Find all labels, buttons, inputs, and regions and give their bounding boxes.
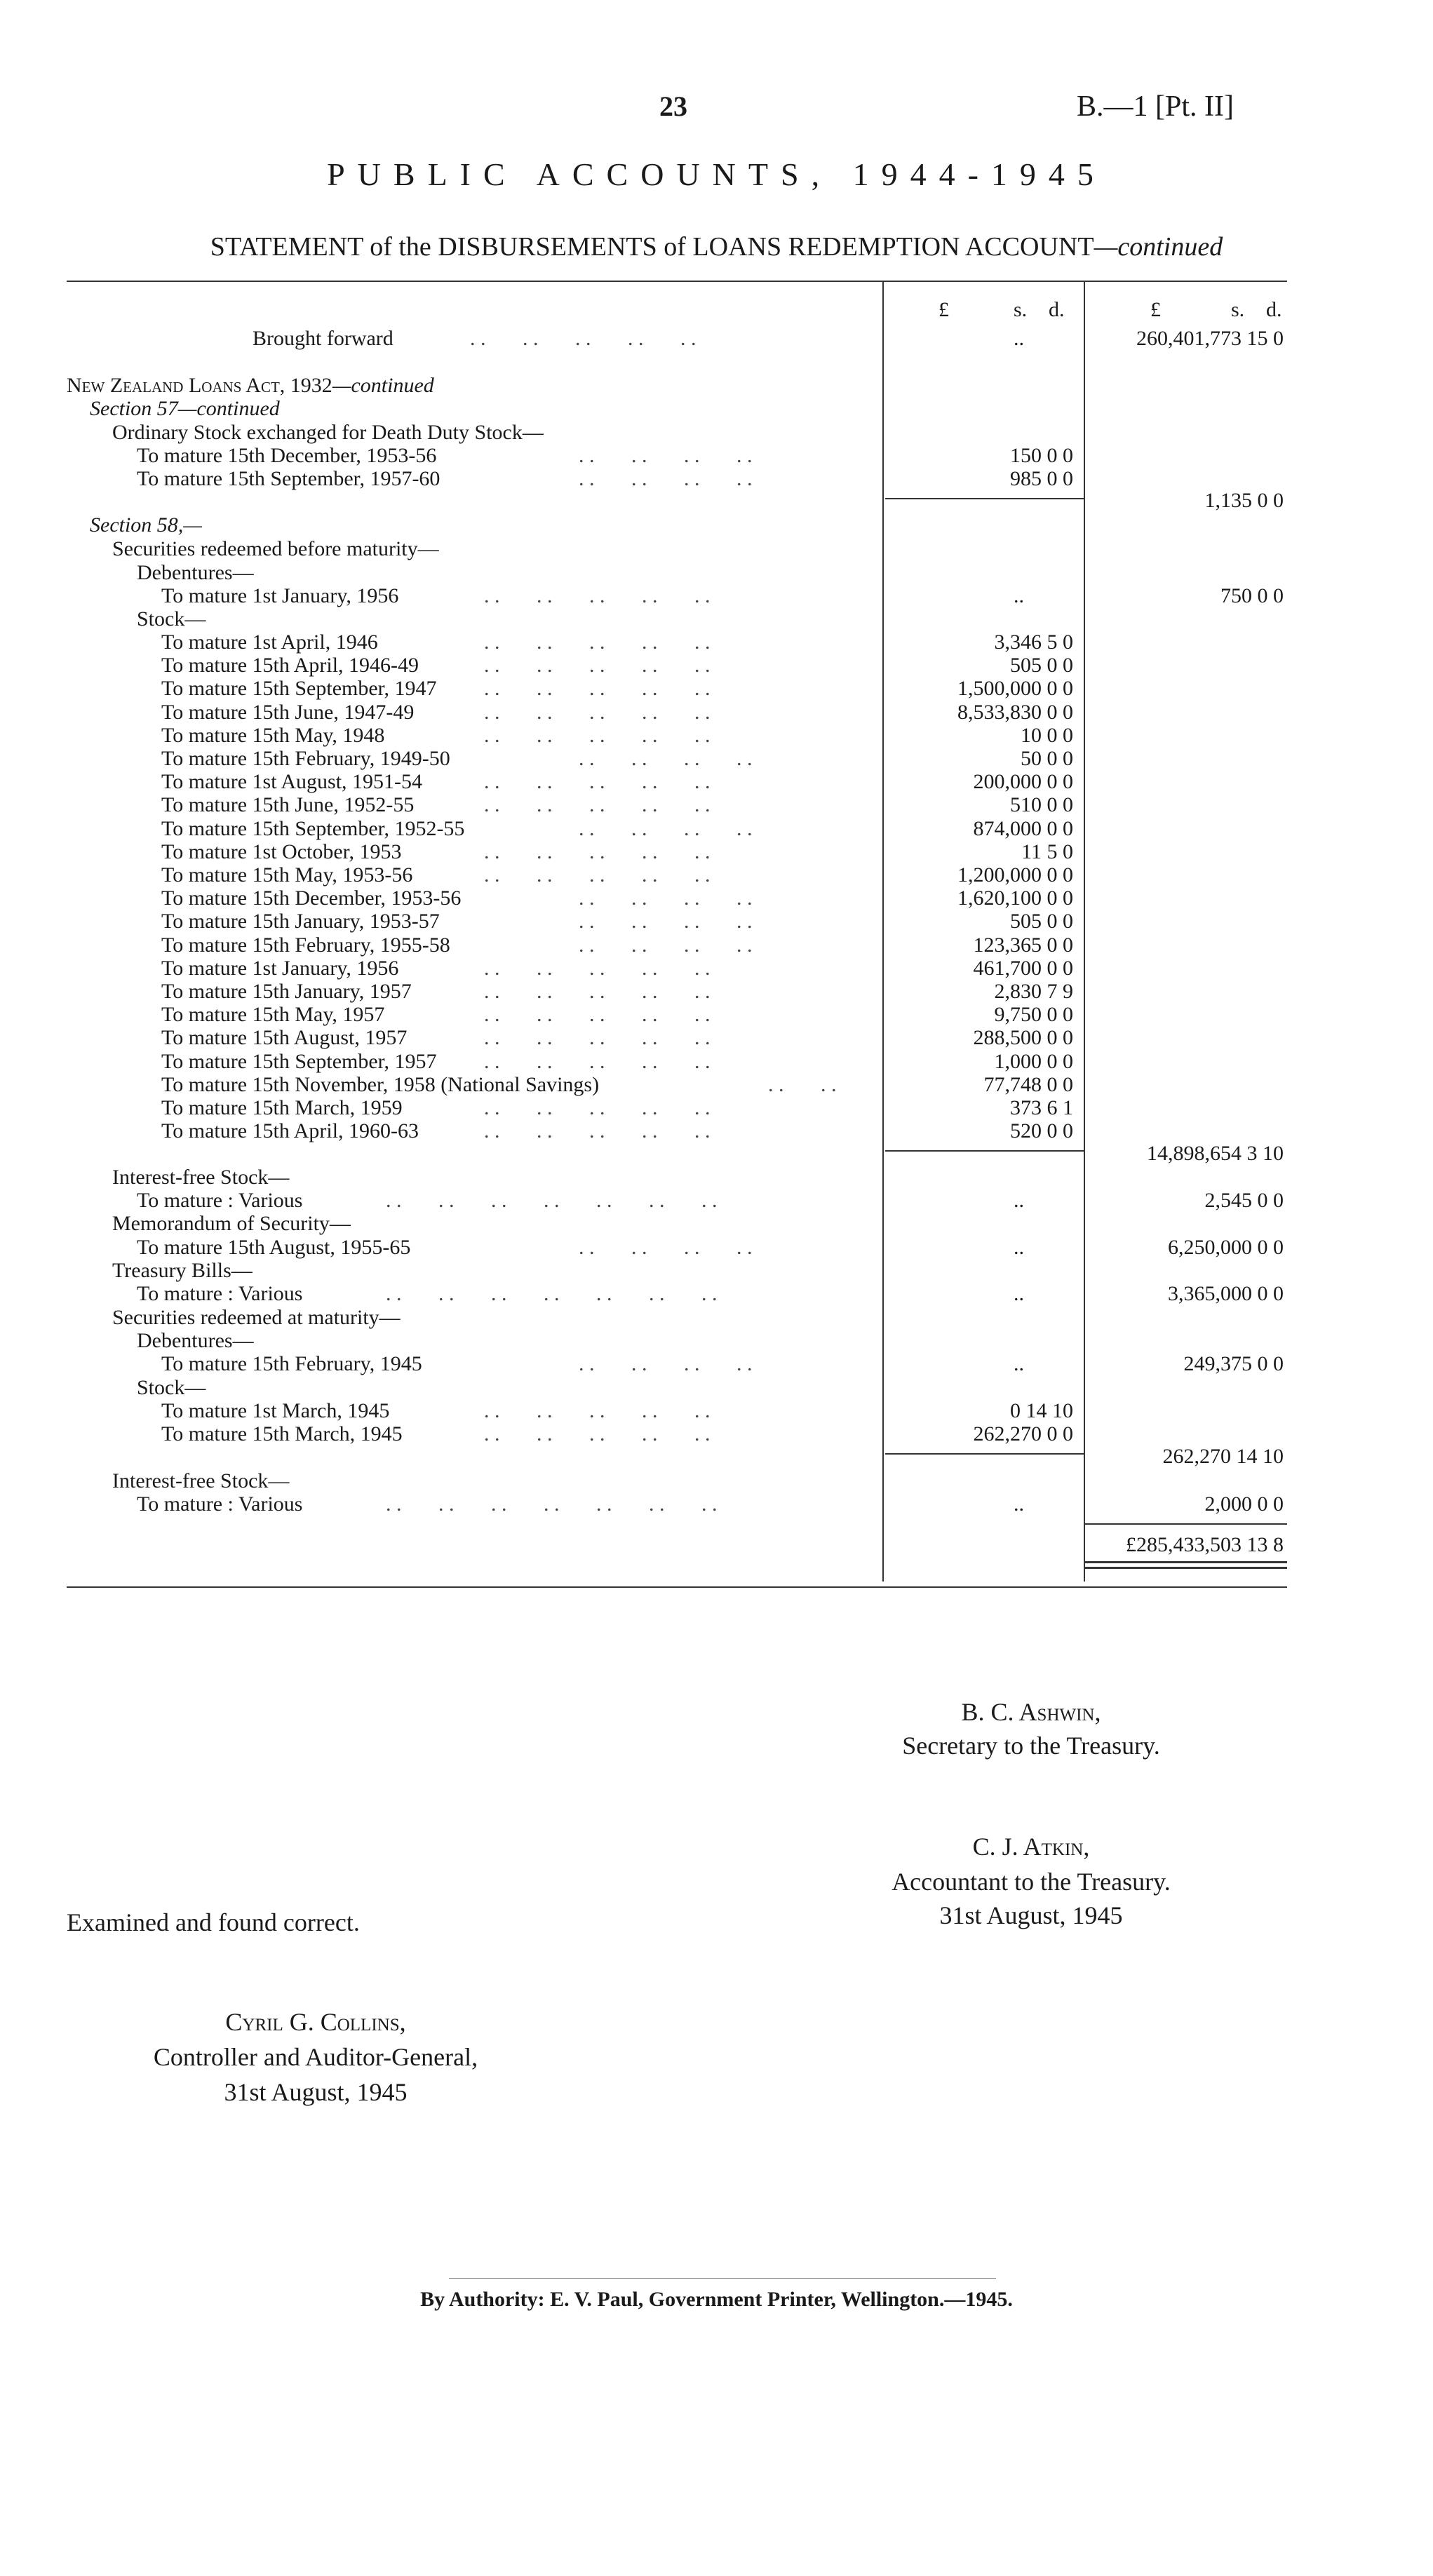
stock-row-left: 505 0 0: [1010, 910, 1073, 933]
interest-free-row-label: To mature : Various: [137, 1492, 303, 1516]
stock-b-total: 262,270 14 10: [1162, 1445, 1284, 1468]
leader-dots: . . . . . . . . . .: [484, 630, 711, 654]
stock-row-label: To mature 15th February, 1949-50: [161, 747, 450, 770]
debenture-row-label: To mature 15th February, 1945: [161, 1352, 422, 1375]
stock-row-left: 9,750 0 0: [994, 1003, 1073, 1026]
stock-row-left: 77,748 0 0: [983, 1073, 1073, 1096]
grand-total-rule-bottom: [1084, 1561, 1287, 1563]
page-reference: B.—1 [Pt. II]: [1077, 90, 1234, 123]
debenture-row-right: 249,375 0 0: [1183, 1352, 1284, 1375]
subtotal-rule: [885, 498, 1084, 499]
collins-date: 31st August, 1945: [224, 2078, 408, 2106]
leader-dots: . . . . . . . .: [579, 747, 789, 770]
grand-total: £285,433,503 13 8: [1126, 1533, 1284, 1556]
brought-forward-left: ..: [1014, 327, 1024, 350]
treasury-bills-row-right: 3,365,000 0 0: [1168, 1282, 1284, 1305]
collins-name-text: Cyril G. Collins,: [225, 2008, 406, 2036]
stock-row-left: 8,533,830 0 0: [957, 701, 1073, 724]
footer-rule: [449, 2278, 996, 2279]
act-heading: [67, 374, 434, 398]
right-col-pence-head: d.: [1266, 298, 1282, 321]
memorandum-row-left: ..: [1014, 1236, 1024, 1259]
left-col-shilling-head: s.: [1014, 298, 1028, 321]
examined-note: Examined and found correct.: [67, 1908, 360, 1936]
leader-dots: . . . . . . . . . . . . . .: [386, 1189, 718, 1212]
leader-dots: . . . . . . . . . . . . . .: [386, 1282, 718, 1305]
interest-free-row-label: To mature : Various: [137, 1189, 303, 1212]
ashwin-title: Secretary to the Treasury.: [902, 1732, 1160, 1760]
printer-footer: By Authority: E. V. Paul, Government Printer, Wellington.—1945.: [420, 2288, 1013, 2311]
grand-total-rule-top: [1084, 1523, 1287, 1525]
section-58-heading: Section 58,—: [90, 513, 202, 537]
treasury-bills-row-left: ..: [1014, 1282, 1024, 1305]
stock-row-left: 505 0 0: [1010, 654, 1073, 677]
interest-free-row-left: ..: [1014, 1492, 1024, 1516]
debenture-row-left: ..: [1014, 584, 1024, 607]
memorandum-row-label: To mature 15th August, 1955-65: [137, 1236, 411, 1259]
securities-before-heading: Securities redeemed before maturity—: [112, 537, 439, 560]
brought-forward-label: Brought forward: [253, 327, 393, 350]
stock-row-label: To mature 15th April, 1946-49: [161, 654, 419, 677]
document-title: PUBLIC ACCOUNTS, 1944-1945: [327, 156, 1106, 192]
page-number: 23: [659, 90, 687, 122]
section-57-heading: Section 57—continued: [90, 397, 280, 420]
stock-row-left: 50 0 0: [1021, 747, 1073, 770]
leader-dots: . . . . . . . . . .: [484, 793, 711, 816]
stock-row-label: To mature 15th January, 1957: [161, 980, 412, 1003]
stock-row-left: 373 6 1: [1010, 1096, 1073, 1119]
leader-dots: . . . . . . . . . .: [484, 584, 711, 607]
stock-row-left: 1,200,000 0 0: [957, 863, 1073, 886]
debenture-row-left: ..: [1014, 1352, 1024, 1375]
stock-row-left: 520 0 0: [1010, 1119, 1073, 1142]
interest-free-row-left: ..: [1014, 1189, 1024, 1212]
leader-dots: . . . . . . . .: [579, 467, 753, 490]
stock-row-left: 510 0 0: [1010, 793, 1073, 816]
interest-free-row-right: 2,545 0 0: [1204, 1189, 1284, 1212]
memorandum-row-right: 6,250,000 0 0: [1168, 1236, 1284, 1259]
ordinary-stock-heading: Ordinary Stock exchanged for Death Duty Stock—: [112, 421, 544, 444]
stock-row-label: To mature 15th May, 1948: [161, 724, 385, 747]
leader-dots: . . . . . . . . . .: [484, 1096, 711, 1119]
leader-dots: . . . . . . . . . .: [484, 654, 711, 677]
leader-dots: . . . . . . . . . .: [484, 1399, 711, 1422]
debenture-row-right: 750 0 0: [1220, 584, 1284, 607]
atkin-name-text: C. J. Atkin,: [972, 1833, 1090, 1861]
debentures-heading: Debentures—: [137, 1329, 254, 1352]
stock-row-left: 2,830 7 9: [994, 980, 1073, 1003]
stock-row-label: To mature 15th August, 1957: [161, 1026, 408, 1049]
stock-row-left: 3,346 5 0: [994, 630, 1073, 654]
stock-row-left: 10 0 0: [1021, 724, 1073, 747]
collins-name: [98, 2007, 533, 2037]
leader-dots: . . . . . . . . . .: [484, 863, 711, 886]
debentures-heading: Debentures—: [137, 561, 254, 584]
leader-dots: . . . . . . . .: [579, 1352, 753, 1375]
leader-dots: . . . . . . . .: [579, 1236, 753, 1259]
atkin-name: [835, 1832, 1227, 1861]
memorandum-heading: Memorandum of Security—: [112, 1212, 351, 1235]
leader-dots: . . . . . . . . . .: [484, 1003, 711, 1026]
interest-free-row-right: 2,000 0 0: [1204, 1492, 1284, 1516]
stock-row-label: To mature 15th November, 1958 (National Savings): [161, 1073, 600, 1096]
ordinary-row-left: 985 0 0: [1010, 467, 1073, 490]
stock-row-left: 874,000 0 0: [973, 817, 1073, 840]
subtitle-main: STATEMENT of the DISBURSEMENTS of LOANS REDEMPTION ACCOUNT: [210, 232, 1094, 262]
stock-row-left: 1,000 0 0: [994, 1050, 1073, 1073]
table-bottom-rule: [67, 1586, 1287, 1588]
stock-row-label: To mature 15th June, 1952-55: [161, 793, 415, 816]
stock-row-label: To mature 1st August, 1951-54: [161, 770, 423, 793]
subtitle-continued: —continued: [1094, 232, 1223, 262]
leader-dots: . . . . . . . . . .: [484, 1026, 711, 1049]
stock-row-label: To mature 1st April, 1946: [161, 630, 378, 654]
stock-row-left: 288,500 0 0: [973, 1026, 1073, 1049]
leader-dots: . . . . . . . .: [579, 933, 789, 957]
stock-heading: Stock—: [137, 607, 206, 630]
leader-dots: . . . . . . . . . .: [484, 840, 711, 863]
interest-free-heading: Interest-free Stock—: [112, 1469, 290, 1492]
atkin-date: 31st August, 1945: [939, 1901, 1123, 1929]
leader-dots: . . . . . . . . . .: [484, 701, 711, 724]
act-heading-continued: —continued: [332, 374, 434, 397]
leader-dots: . . . . . . . .: [579, 817, 789, 840]
stock-total: 14,898,654 3 10: [1147, 1142, 1284, 1165]
treasury-bills-heading: Treasury Bills—: [112, 1259, 253, 1282]
debenture-row-label: To mature 1st January, 1956: [161, 584, 399, 607]
stock-row-label: To mature 15th April, 1960-63: [161, 1119, 419, 1142]
leader-dots: . . . . . . . . . .: [484, 1050, 711, 1073]
collins-title: Controller and Auditor-General,: [153, 2043, 478, 2071]
stock-row-label: To mature 15th June, 1947-49: [161, 701, 415, 724]
ashwin-name: [835, 1697, 1227, 1727]
leader-dots: . . . . . . . .: [579, 910, 789, 933]
leader-dots: . . . . . . . . . .: [484, 770, 711, 793]
treasury-bills-row-label: To mature : Various: [137, 1282, 303, 1305]
stock-row-left: 461,700 0 0: [973, 957, 1073, 980]
stock-row-label: To mature 15th September, 1952-55: [161, 817, 465, 840]
leader-dots: . . . .: [768, 1073, 837, 1096]
ordinary-row-label: To mature 15th September, 1957-60: [137, 467, 440, 490]
stock-row-label: To mature 15th May, 1957: [161, 1003, 385, 1026]
leader-dots: . . . . . . . . . .: [484, 724, 711, 747]
leader-dots: . . . . . . . . . .: [484, 980, 711, 1003]
atkin-title: Accountant to the Treasury.: [892, 1868, 1171, 1896]
stock-row-label: To mature 15th May, 1953-56: [161, 863, 413, 886]
leader-dots: . . . . . . . . . .: [484, 957, 711, 980]
stock-row-label: To mature 15th March, 1959: [161, 1096, 403, 1119]
leader-dots: . . . . . . . . . .: [484, 677, 711, 700]
leader-dots: . . . . . . . . . .: [484, 1422, 711, 1445]
ordinary-total: 1,135 0 0: [1204, 489, 1284, 512]
right-col-shilling-head: s.: [1231, 298, 1245, 321]
leader-dots: . . . . . . . . . . . . . .: [386, 1492, 718, 1516]
subtotal-rule: [885, 1453, 1084, 1455]
stock-row-label: To mature 15th January, 1953-57: [161, 910, 440, 933]
stock-row-left: 1,500,000 0 0: [957, 677, 1073, 700]
stock-row-label: To mature 1st January, 1956: [161, 957, 399, 980]
stock-row-label: To mature 15th February, 1955-58: [161, 933, 450, 957]
ordinary-row-label: To mature 15th December, 1953-56: [137, 444, 437, 467]
stock-row-label: To mature 1st October, 1953: [161, 840, 402, 863]
leader-dots: . . . . . . . . . .: [484, 1119, 711, 1142]
stock-row-left: 200,000 0 0: [973, 770, 1073, 793]
table-top-rule: [67, 281, 1287, 282]
column-divider-left: [882, 281, 884, 1582]
interest-free-heading: Interest-free Stock—: [112, 1166, 290, 1189]
stock-row-left: 123,365 0 0: [973, 933, 1073, 957]
stock-row-label: To mature 1st March, 1945: [161, 1399, 390, 1422]
ordinary-row-left: 150 0 0: [1010, 444, 1073, 467]
leader-dots: . . . . . . . .: [579, 444, 753, 467]
stock-heading: Stock—: [137, 1376, 206, 1399]
column-divider-right: [1084, 281, 1085, 1582]
stock-row-left: 262,270 0 0: [973, 1422, 1073, 1445]
stock-row-label: To mature 15th December, 1953-56: [161, 886, 462, 910]
leader-dots: . . . . . . . .: [579, 886, 789, 910]
left-col-pound-head: £: [938, 298, 949, 321]
brought-forward-right: 260,401,773 15 0: [1136, 327, 1284, 350]
ashwin-name-text: B. C. Ashwin,: [961, 1698, 1101, 1726]
leader-dots: . . . . . . . . . .: [470, 327, 697, 350]
act-heading-main: New Zealand Loans Act, 1932: [67, 374, 332, 397]
stock-row-label: To mature 15th March, 1945: [161, 1422, 403, 1445]
right-col-pound-head: £: [1150, 298, 1161, 321]
left-col-pence-head: d.: [1049, 298, 1065, 321]
subtotal-rule: [885, 1150, 1084, 1152]
grand-total-rule-double: [1084, 1567, 1287, 1569]
stock-row-label: To mature 15th September, 1947: [161, 677, 437, 700]
stock-row-left: 1,620,100 0 0: [957, 886, 1073, 910]
document-subtitle: [0, 231, 1433, 262]
securities-at-heading: Securities redeemed at maturity—: [112, 1306, 401, 1329]
stock-row-label: To mature 15th September, 1957: [161, 1050, 437, 1073]
stock-row-left: 11 5 0: [1021, 840, 1073, 863]
stock-row-left: 0 14 10: [1010, 1399, 1073, 1422]
